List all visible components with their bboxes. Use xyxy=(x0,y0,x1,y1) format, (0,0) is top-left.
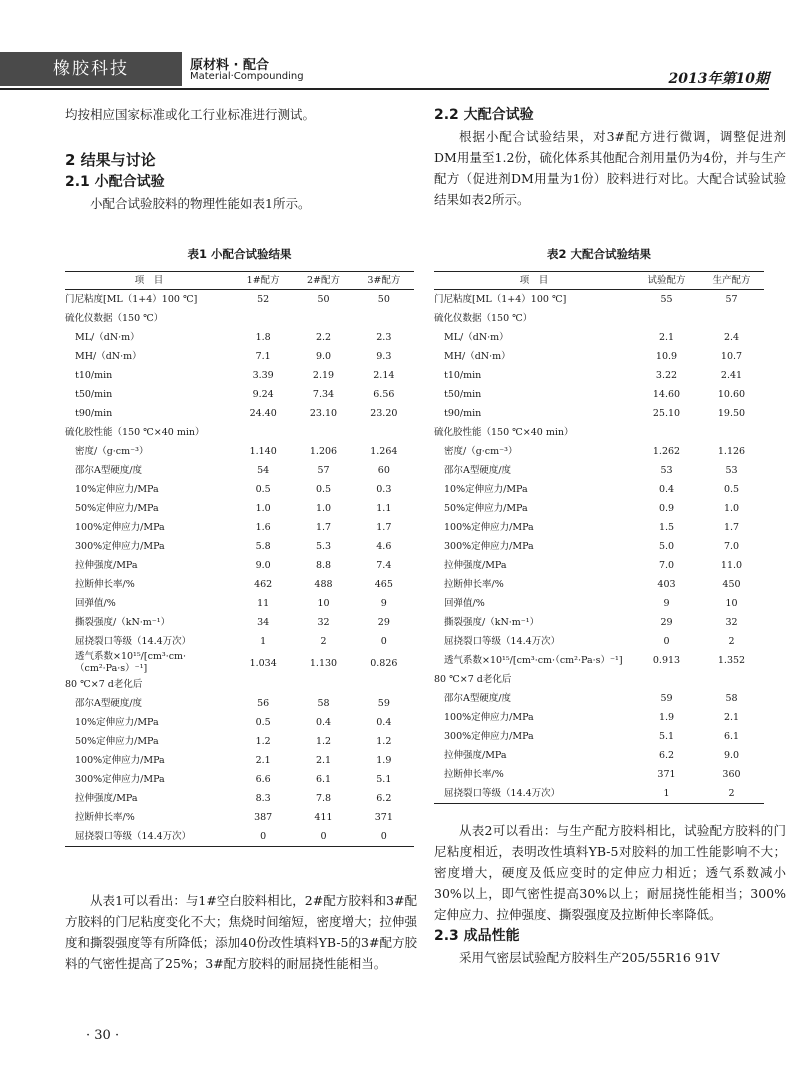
table-cell: 1.0 xyxy=(255,503,271,514)
table-row xyxy=(434,404,764,423)
row-label: ML/（dN·m） xyxy=(75,332,140,343)
left-column-top xyxy=(65,104,417,214)
table-cell: 57 xyxy=(725,294,738,305)
row-label: 屈挠裂口等级（14.4万次） xyxy=(75,636,192,647)
table-row xyxy=(434,784,764,804)
table-row xyxy=(434,556,764,575)
intro-text: 均按相应国家标准或化工行业标准进行测试。 xyxy=(65,107,316,122)
table-cell: 0.913 xyxy=(652,655,681,666)
row-label: MH/（dN·m） xyxy=(444,351,511,362)
table-cell: 360 xyxy=(722,769,741,780)
row-label: 密度/（g·cm⁻³） xyxy=(444,446,518,457)
table-cell: 59 xyxy=(377,698,390,709)
table-row xyxy=(65,808,414,827)
table-cell: 1.2 xyxy=(255,736,271,747)
table-cell xyxy=(634,670,699,689)
row-label: MH/（dN·m） xyxy=(75,351,142,362)
table-cell: 1.2 xyxy=(376,736,392,747)
table-row xyxy=(65,575,414,594)
table-cell xyxy=(634,423,699,442)
row-label: 拉伸强度/MPa xyxy=(75,560,138,571)
table-cell: 0.5 xyxy=(255,717,271,728)
header-rule xyxy=(0,88,769,90)
table-cell: 2.19 xyxy=(312,370,335,381)
table-cell: 7.4 xyxy=(376,560,392,571)
row-label: 100%定伸应力/MPa xyxy=(444,522,534,533)
table-cell: 9.0 xyxy=(255,560,271,571)
table-cell: 2.1 xyxy=(255,755,271,766)
table-row xyxy=(65,366,414,385)
table-row xyxy=(434,746,764,765)
table-row xyxy=(434,708,764,727)
table-row xyxy=(65,613,414,632)
table-cell: 450 xyxy=(722,579,741,590)
table-row xyxy=(65,328,414,347)
table-cell: 0 xyxy=(354,827,414,847)
right-column-top xyxy=(434,104,786,210)
table-cell: 58 xyxy=(317,698,330,709)
right-column-bottom xyxy=(434,820,786,968)
row-label: 50%定伸应力/MPa xyxy=(444,503,528,514)
row-label: 拉断伸长率/% xyxy=(75,579,135,590)
table-cell: 2 xyxy=(699,784,764,804)
table-row xyxy=(434,499,764,518)
table-cell: 9 xyxy=(663,598,670,609)
table-cell: 6.6 xyxy=(255,774,271,785)
row-label: 透气系数×10¹⁵/[cm³·cm·（cm²·Pa·s）⁻¹] xyxy=(75,651,187,674)
table-cell: 1.034 xyxy=(249,657,277,669)
table-cell: 2.3 xyxy=(376,332,392,343)
row-label: t50/min xyxy=(75,389,113,400)
table-cell: 387 xyxy=(254,812,273,823)
table-header-cell: 项 目 xyxy=(434,272,634,290)
table-cell: 1.7 xyxy=(315,522,332,533)
table-cell xyxy=(293,309,353,328)
table-cell: 0.4 xyxy=(376,717,392,728)
row-label: 屈挠裂口等级（14.4万次） xyxy=(434,784,634,804)
table-cell: 0.5 xyxy=(723,484,740,495)
paragraph: 采用气密层试验配方胶料生产205/55R16 91V xyxy=(459,950,720,965)
row-label: 80 ℃×7 d老化后 xyxy=(434,674,512,685)
table-cell xyxy=(354,423,414,442)
table-cell: 9 xyxy=(380,598,387,609)
row-label: 屈挠裂口等级（14.4万次） xyxy=(65,827,233,847)
table-header-cell: 3#配方 xyxy=(354,272,414,290)
row-label: ML/（dN·m） xyxy=(444,332,509,343)
table-row xyxy=(434,670,764,689)
row-label: 回弹值/% xyxy=(75,598,116,609)
table-row xyxy=(434,385,764,404)
row-label: 硫化胶性能（150 ℃×40 min） xyxy=(434,427,574,438)
table-row xyxy=(434,575,764,594)
table-row xyxy=(434,594,764,613)
section-heading: 2 结果与讨论 xyxy=(65,151,156,169)
table-row xyxy=(434,651,764,670)
table-row xyxy=(65,290,414,310)
table-cell: 52 xyxy=(257,294,270,305)
table-cell: 1.264 xyxy=(370,446,398,457)
table-cell: 1.130 xyxy=(309,657,338,669)
row-label: 300%定伸应力/MPa xyxy=(444,731,534,742)
table-cell: 1.1 xyxy=(376,503,392,514)
row-label: 撕裂强度/（kN·m⁻¹） xyxy=(75,617,171,628)
table-cell xyxy=(293,675,353,694)
table-cell xyxy=(293,423,353,442)
table-cell: 32 xyxy=(317,617,330,628)
table-row xyxy=(434,366,764,385)
table-cell: 7.0 xyxy=(723,541,740,552)
table-cell: 7.1 xyxy=(255,351,271,362)
table-cell: 6.2 xyxy=(658,750,675,761)
table-cell: 1.9 xyxy=(658,712,675,723)
table-cell: 371 xyxy=(657,769,676,780)
table-cell: 1.140 xyxy=(249,446,277,457)
table-cell: 8.3 xyxy=(255,793,271,804)
row-label: t10/min xyxy=(75,370,113,381)
table-cell: 10 xyxy=(725,598,738,609)
table-cell: 23.20 xyxy=(370,408,398,419)
table-cell: 34 xyxy=(257,617,270,628)
table-row xyxy=(65,404,414,423)
table-cell: 58 xyxy=(725,693,738,704)
table-cell: 465 xyxy=(374,579,393,590)
table-cell: 6.1 xyxy=(315,774,332,785)
row-label: 门尼粘度[ML（1+4）100 ℃] xyxy=(434,294,567,305)
table-row xyxy=(65,827,414,847)
row-label: 拉伸强度/MPa xyxy=(75,793,138,804)
table-cell: 59 xyxy=(660,693,673,704)
table-cell: 0 xyxy=(233,827,293,847)
row-label: 100%定伸应力/MPa xyxy=(444,712,534,723)
table-row xyxy=(434,613,764,632)
table-cell: 3.22 xyxy=(655,370,678,381)
row-label: 屈挠裂口等级（14.4万次） xyxy=(444,636,561,647)
section-category: 原材料 · 配合 xyxy=(190,58,269,73)
table-cell: 403 xyxy=(657,579,676,590)
table-cell: 19.50 xyxy=(717,408,746,419)
table-row xyxy=(434,328,764,347)
row-label: t50/min xyxy=(444,389,482,400)
table-cell: 53 xyxy=(660,465,673,476)
table-cell: 0 xyxy=(663,636,670,647)
table-cell xyxy=(634,309,699,328)
row-label: t10/min xyxy=(444,370,482,381)
row-label: 100%定伸应力/MPa xyxy=(75,755,165,766)
table-cell: 11.0 xyxy=(720,560,743,571)
table-cell: 1.352 xyxy=(717,655,746,666)
table-cell: 1.206 xyxy=(309,446,338,457)
table-row xyxy=(65,675,414,694)
table-row xyxy=(65,518,414,537)
table-cell: 2.41 xyxy=(720,370,743,381)
table-row xyxy=(434,765,764,784)
table-cell: 1 xyxy=(260,636,267,647)
table-cell: 4.6 xyxy=(376,541,392,552)
table-cell: 1.126 xyxy=(717,446,746,457)
row-label: 邵尔A型硬度/度 xyxy=(444,465,512,476)
table-cell xyxy=(233,675,293,694)
table-row xyxy=(65,594,414,613)
table-cell: 1.9 xyxy=(376,755,392,766)
table-row xyxy=(65,499,414,518)
table-cell: 55 xyxy=(660,294,673,305)
table-cell: 1.7 xyxy=(376,522,392,533)
table-row xyxy=(65,480,414,499)
table-cell xyxy=(354,309,414,328)
row-label: 硫化胶性能（150 ℃×40 min） xyxy=(65,427,205,438)
table-cell: 56 xyxy=(257,698,270,709)
table1 xyxy=(65,271,414,847)
table-row xyxy=(65,632,414,651)
table-cell: 1.8 xyxy=(255,332,271,343)
table-row xyxy=(434,632,764,651)
row-label: 拉伸强度/MPa xyxy=(444,560,507,571)
table-cell: 2.1 xyxy=(723,712,740,723)
table-row xyxy=(434,727,764,746)
table-cell: 2.14 xyxy=(373,370,395,381)
row-label: 拉断伸长率/% xyxy=(444,769,504,780)
table-cell: 7.0 xyxy=(658,560,675,571)
table-cell: 53 xyxy=(725,465,738,476)
table-cell: 2.1 xyxy=(315,755,332,766)
table-cell: 60 xyxy=(377,465,390,476)
section-category-en: Material·Compounding xyxy=(190,71,304,82)
table-cell: 0.5 xyxy=(315,484,332,495)
subsection-heading: 2.2 大配合试验 xyxy=(434,107,534,123)
row-label: 300%定伸应力/MPa xyxy=(444,541,534,552)
row-label: 80 ℃×7 d老化后 xyxy=(65,679,143,690)
table-cell: 32 xyxy=(725,617,738,628)
table-row xyxy=(65,309,414,328)
table-row xyxy=(434,347,764,366)
table-row xyxy=(434,290,764,310)
table-row xyxy=(434,423,764,442)
table-row xyxy=(434,309,764,328)
row-label: 拉断伸长率/% xyxy=(444,579,504,590)
table1-title: 表1 小配合试验结果 xyxy=(187,247,292,261)
table-cell: 7.8 xyxy=(315,793,332,804)
row-label: 邵尔A型硬度/度 xyxy=(75,465,143,476)
table-cell: 411 xyxy=(314,812,333,823)
table-cell xyxy=(699,670,764,689)
left-column-bottom xyxy=(65,890,417,974)
table-cell xyxy=(354,675,414,694)
table-cell: 0.5 xyxy=(255,484,271,495)
table-cell: 6.2 xyxy=(376,793,392,804)
table-cell: 0 xyxy=(380,636,387,647)
table-cell: 9.24 xyxy=(252,389,274,400)
table-cell: 1 xyxy=(634,784,699,804)
table-cell: 1.0 xyxy=(315,503,332,514)
table-row xyxy=(65,713,414,732)
table-cell: 2.1 xyxy=(658,332,675,343)
table-cell xyxy=(699,309,764,328)
table-cell: 29 xyxy=(660,617,673,628)
table-row xyxy=(434,537,764,556)
table-row xyxy=(65,732,414,751)
table-row xyxy=(65,751,414,770)
row-label: 10%定伸应力/MPa xyxy=(444,484,528,495)
table-cell: 1.5 xyxy=(658,522,675,533)
table-cell: 2.4 xyxy=(723,332,740,343)
table-cell xyxy=(233,309,293,328)
row-label: 100%定伸应力/MPa xyxy=(75,522,165,533)
table-cell: 9.0 xyxy=(315,351,332,362)
table-cell: 1.7 xyxy=(723,522,740,533)
table-header-cell: 试验配方 xyxy=(634,272,699,290)
table-row xyxy=(65,651,414,675)
paragraph: 小配合试验胶料的物理性能如表1所示。 xyxy=(90,196,311,211)
table-row xyxy=(65,347,414,366)
table2-title: 表2 大配合试验结果 xyxy=(546,247,651,261)
table-cell: 462 xyxy=(254,579,273,590)
table-cell: 1.2 xyxy=(315,736,332,747)
table-cell: 0 xyxy=(293,827,353,847)
subsection-heading: 2.1 小配合试验 xyxy=(65,174,165,190)
subsection-heading: 2.3 成品性能 xyxy=(434,928,520,944)
table-row xyxy=(65,442,414,461)
paragraph: 根据小配合试验结果，对3#配方进行微调，调整促进剂DM用量至1.2份，硫化体系其他配合剂用量仍为4份，并与生产配方（促进剂DM用量为1份）胶料进行对比。大配合试验试验结果如表2所示。 xyxy=(434,129,786,207)
table-cell: 0.4 xyxy=(658,484,675,495)
table-cell: 371 xyxy=(374,812,393,823)
table-cell: 11 xyxy=(257,598,270,609)
table-cell: 1.262 xyxy=(652,446,681,457)
table-cell: 23.10 xyxy=(309,408,338,419)
table-row xyxy=(65,789,414,808)
table-cell: 14.60 xyxy=(652,389,681,400)
table-cell: 6.56 xyxy=(373,389,395,400)
table-cell: 2.2 xyxy=(315,332,332,343)
row-label: 邵尔A型硬度/度 xyxy=(75,698,143,709)
table-row xyxy=(65,770,414,789)
paragraph: 从表1可以看出：与1#空白胶料相比，2#配方胶料和3#配方胶料的门尼粘度变化不大；焦烧时间缩短，密度增大；拉伸强度和撕裂强度等有所降低；添加40份改性填料YB-5的3#配方胶料的气密性提高了25%；3#配方胶料的耐屈挠性能相当。 xyxy=(65,893,417,971)
row-label: 硫化仪数据（150 ℃） xyxy=(65,313,164,324)
journal-name-block: 橡胶科技 xyxy=(0,52,182,86)
row-label: 50%定伸应力/MPa xyxy=(75,736,159,747)
row-label: 300%定伸应力/MPa xyxy=(75,541,165,552)
table-row xyxy=(434,442,764,461)
row-label: 拉伸强度/MPa xyxy=(444,750,507,761)
table-row xyxy=(65,385,414,404)
table-row xyxy=(65,556,414,575)
table-cell: 488 xyxy=(314,579,333,590)
table-row xyxy=(65,461,414,480)
table2 xyxy=(434,271,764,804)
table-cell: 0.3 xyxy=(376,484,392,495)
table-cell: 50 xyxy=(377,294,390,305)
row-label: 回弹值/% xyxy=(444,598,485,609)
table-cell: 2 xyxy=(320,636,327,647)
row-label: 撕裂强度/（kN·m⁻¹） xyxy=(444,617,540,628)
table-cell: 0.9 xyxy=(658,503,675,514)
row-label: 300%定伸应力/MPa xyxy=(75,774,165,785)
table-cell: 0.826 xyxy=(370,657,398,669)
table-cell: 24.40 xyxy=(249,408,277,419)
table-cell: 9.0 xyxy=(723,750,740,761)
row-label: 50%定伸应力/MPa xyxy=(75,503,159,514)
page-number: · 30 · xyxy=(86,1028,120,1043)
table-row xyxy=(434,480,764,499)
table-row xyxy=(434,518,764,537)
table-cell: 1.6 xyxy=(255,522,271,533)
table-cell: 3.39 xyxy=(252,370,274,381)
table-row xyxy=(65,537,414,556)
table-header-cell: 生产配方 xyxy=(699,272,764,290)
table-cell: 10.7 xyxy=(720,351,743,362)
table-cell: 5.1 xyxy=(376,774,392,785)
table-cell: 50 xyxy=(317,294,330,305)
row-label: 硫化仪数据（150 ℃） xyxy=(434,313,533,324)
table-cell: 10.9 xyxy=(655,351,678,362)
row-label: 密度/（g·cm⁻³） xyxy=(75,446,149,457)
row-label: 10%定伸应力/MPa xyxy=(75,717,159,728)
issue-label: 2013年第10期 xyxy=(668,71,769,87)
table-cell: 5.1 xyxy=(658,731,675,742)
table-row xyxy=(434,689,764,708)
table-cell: 5.0 xyxy=(658,541,675,552)
table-cell xyxy=(699,423,764,442)
table-cell: 7.34 xyxy=(312,389,335,400)
row-label: t90/min xyxy=(444,408,482,419)
table-cell: 10 xyxy=(317,598,330,609)
table-header-cell: 项 目 xyxy=(65,272,233,290)
table-cell: 8.8 xyxy=(315,560,332,571)
table-cell: 5.8 xyxy=(255,541,271,552)
table-row xyxy=(434,461,764,480)
table-cell: 29 xyxy=(377,617,390,628)
table-cell: 57 xyxy=(317,465,330,476)
table-row xyxy=(65,423,414,442)
row-label: 10%定伸应力/MPa xyxy=(75,484,159,495)
table-cell: 5.3 xyxy=(315,541,332,552)
table-cell: 9.3 xyxy=(376,351,392,362)
table-cell: 6.1 xyxy=(723,731,740,742)
row-label: 拉断伸长率/% xyxy=(75,812,135,823)
table-cell: 1.0 xyxy=(723,503,740,514)
row-label: t90/min xyxy=(75,408,113,419)
row-label: 邵尔A型硬度/度 xyxy=(444,693,512,704)
table-header-cell: 1#配方 xyxy=(233,272,293,290)
row-label: 门尼粘度[ML（1+4）100 ℃] xyxy=(65,294,198,305)
table-cell: 25.10 xyxy=(652,408,681,419)
table-cell: 54 xyxy=(257,465,270,476)
table-header-cell: 2#配方 xyxy=(293,272,353,290)
table-cell xyxy=(233,423,293,442)
table-cell: 0.4 xyxy=(315,717,332,728)
paragraph: 从表2可以看出：与生产配方胶料相比，试验配方胶料的门尼粘度相近，表明改性填料YB-5对胶料的加工性能影响不大；密度增大，硬度及低应变时的定伸应力相近；透气系数减小30%以上，即气密性提高30%以上；耐屈挠性能相当；300%定伸应力、拉伸强度、撕裂强度及拉断伸长率降低。 xyxy=(434,823,786,922)
table-row xyxy=(65,694,414,713)
table-cell: 2 xyxy=(728,636,735,647)
row-label: 透气系数×10¹⁵/[cm³·cm·（cm²·Pa·s）⁻¹] xyxy=(444,654,623,666)
table-cell: 10.60 xyxy=(717,389,746,400)
